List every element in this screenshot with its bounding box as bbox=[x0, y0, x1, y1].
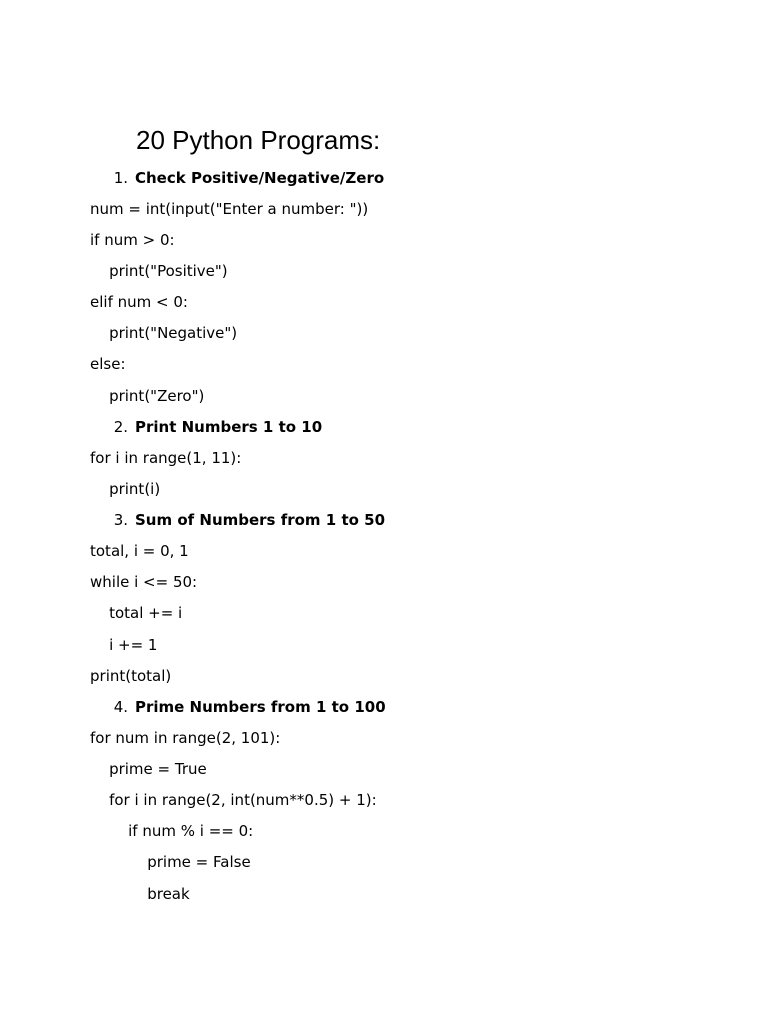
code-line: break bbox=[90, 885, 190, 903]
code-line: print(i) bbox=[90, 480, 161, 498]
section-title: Sum of Numbers from 1 to 50 bbox=[135, 511, 386, 529]
code-line: for i in range(1, 11): bbox=[90, 449, 242, 467]
code-line: for i in range(2, int(num**0.5) + 1): bbox=[90, 791, 377, 809]
code-line: while i <= 50: bbox=[90, 573, 198, 591]
code-line: print("Negative") bbox=[90, 324, 238, 342]
code-line: for num in range(2, 101): bbox=[90, 729, 281, 747]
code-line: prime = True bbox=[90, 760, 207, 778]
section-number: 3. bbox=[113, 511, 128, 529]
code-line: prime = False bbox=[90, 853, 251, 871]
code-line: num = int(input("Enter a number: ")) bbox=[90, 200, 369, 218]
section-number: 1. bbox=[113, 169, 128, 187]
section-title: Check Positive/Negative/Zero bbox=[135, 169, 385, 187]
code-line: elif num < 0: bbox=[90, 293, 188, 311]
code-line: print("Positive") bbox=[90, 262, 228, 280]
section-title: Prime Numbers from 1 to 100 bbox=[135, 698, 386, 716]
code-line: else: bbox=[90, 355, 126, 373]
code-line: print("Zero") bbox=[90, 387, 205, 405]
code-line: if num > 0: bbox=[90, 231, 175, 249]
code-line: if num % i == 0: bbox=[90, 822, 254, 840]
code-line: i += 1 bbox=[90, 636, 158, 654]
section-title: Print Numbers 1 to 10 bbox=[135, 418, 323, 436]
section-number: 2. bbox=[113, 418, 128, 436]
section-number: 4. bbox=[113, 698, 128, 716]
code-line: total, i = 0, 1 bbox=[90, 542, 189, 560]
code-line: print(total) bbox=[90, 667, 172, 685]
document-title: 20 Python Programs: bbox=[136, 125, 381, 155]
code-line: total += i bbox=[90, 604, 183, 622]
